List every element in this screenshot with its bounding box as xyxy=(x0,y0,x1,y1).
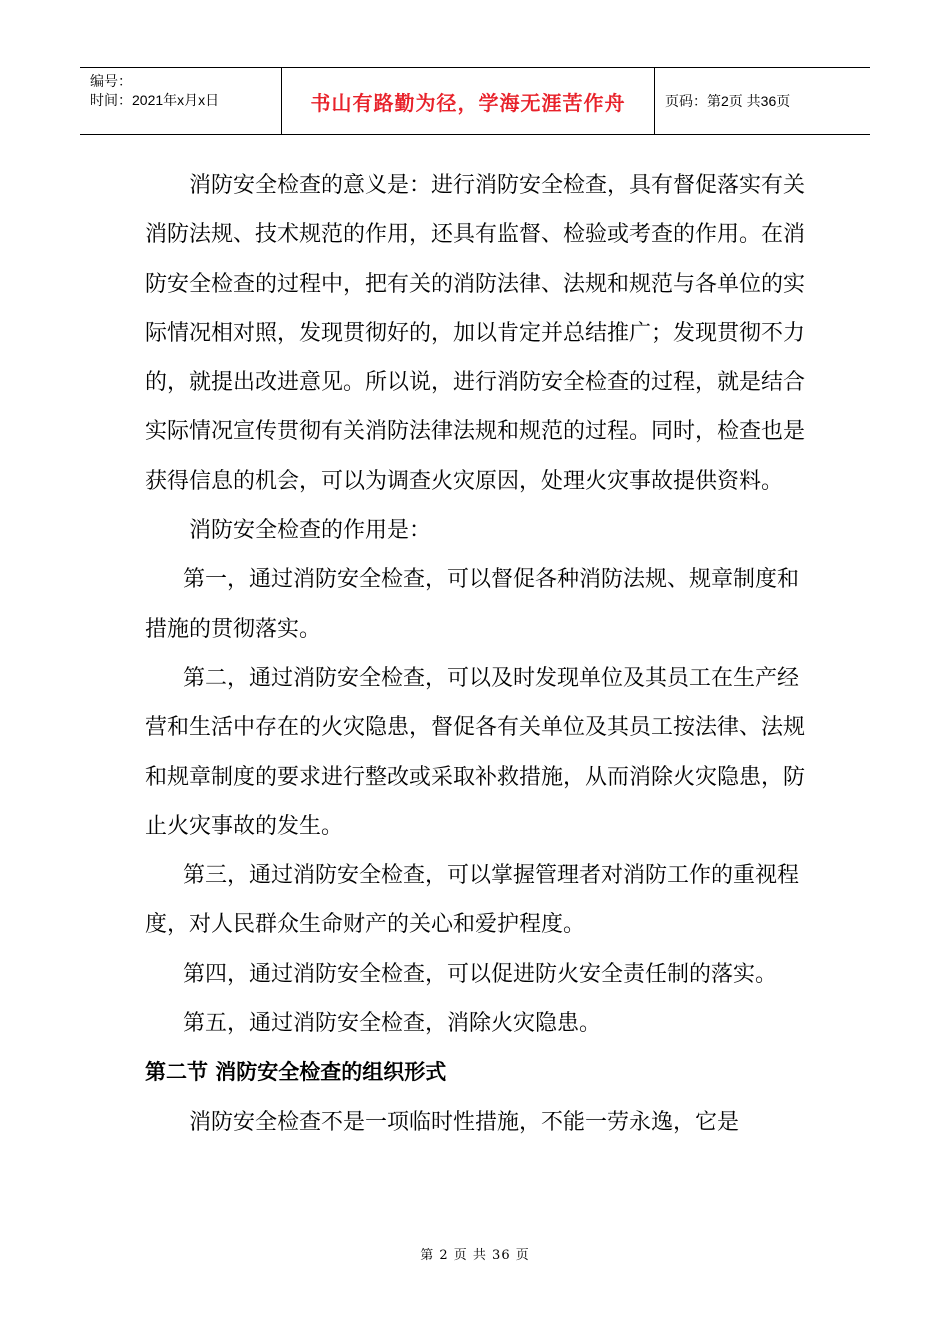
paragraph-fourth: 第四，通过消防安全检查，可以促进防火安全责任制的落实。 xyxy=(183,961,778,987)
paragraph-third: 第三，通过消防安全检查，可以掌握管理者对消防工作的重视程度，对人民群众生命财产的关心和爱护程度。 xyxy=(145,863,800,938)
document-time-label: 时间：2021年x月x日 xyxy=(90,92,220,108)
header-meta-cell xyxy=(80,68,282,134)
page-header xyxy=(80,67,870,135)
page-footer: 第 2 页 共 36 页 xyxy=(420,1248,530,1263)
paragraph-significance: 消防安全检查的意义是：进行消防安全检查，具有督促落实有关消防法规、技术规范的作用，还具有监督、检验或考查的作用。在消防安全检查的过程中，把有关的消防法律、法规和规范与各单位的实际情况相对照，发现贯彻好的，加以肯定并总结推广；发现贯彻不力的，就提出改进意见。所以说，进行消防安全检查的过程，就是结合实际情况宣传贯彻有关消防法律法规和规范的过程。同时，检查也是获得信息的机会，可以为调查火灾原因，处理火灾事故提供资料。 xyxy=(145,173,806,494)
header-page-info: 页码：第2页 共36页 xyxy=(665,93,791,109)
paragraph-organization: 消防安全检查不是一项临时性措施，不能一劳永逸，它是 xyxy=(189,1109,740,1135)
paragraph-fifth: 第五，通过消防安全检查，消除火灾隐患。 xyxy=(183,1011,602,1037)
paragraph-function-intro: 消防安全检查的作用是： xyxy=(189,518,432,544)
section-title: 第二节 消防安全检查的组织形式 xyxy=(145,1060,447,1085)
document-number-label: 编号： xyxy=(90,73,132,89)
header-motto: 书山有路勤为径，学海无涯苦作舟 xyxy=(282,68,655,134)
paragraph-first: 第一，通过消防安全检查，可以督促各种消防法规、规章制度和措施的贯彻落实。 xyxy=(145,567,800,642)
paragraph-second: 第二，通过消防安全检查，可以及时发现单位及其员工在生产经营和生活中存在的火灾隐患，督促各有关单位及其员工按法律、法规和规章制度的要求进行整改或采取补救措施，从而消除火灾隐患，防止火灾事故的发生。 xyxy=(145,665,806,839)
document-body xyxy=(145,161,815,1147)
